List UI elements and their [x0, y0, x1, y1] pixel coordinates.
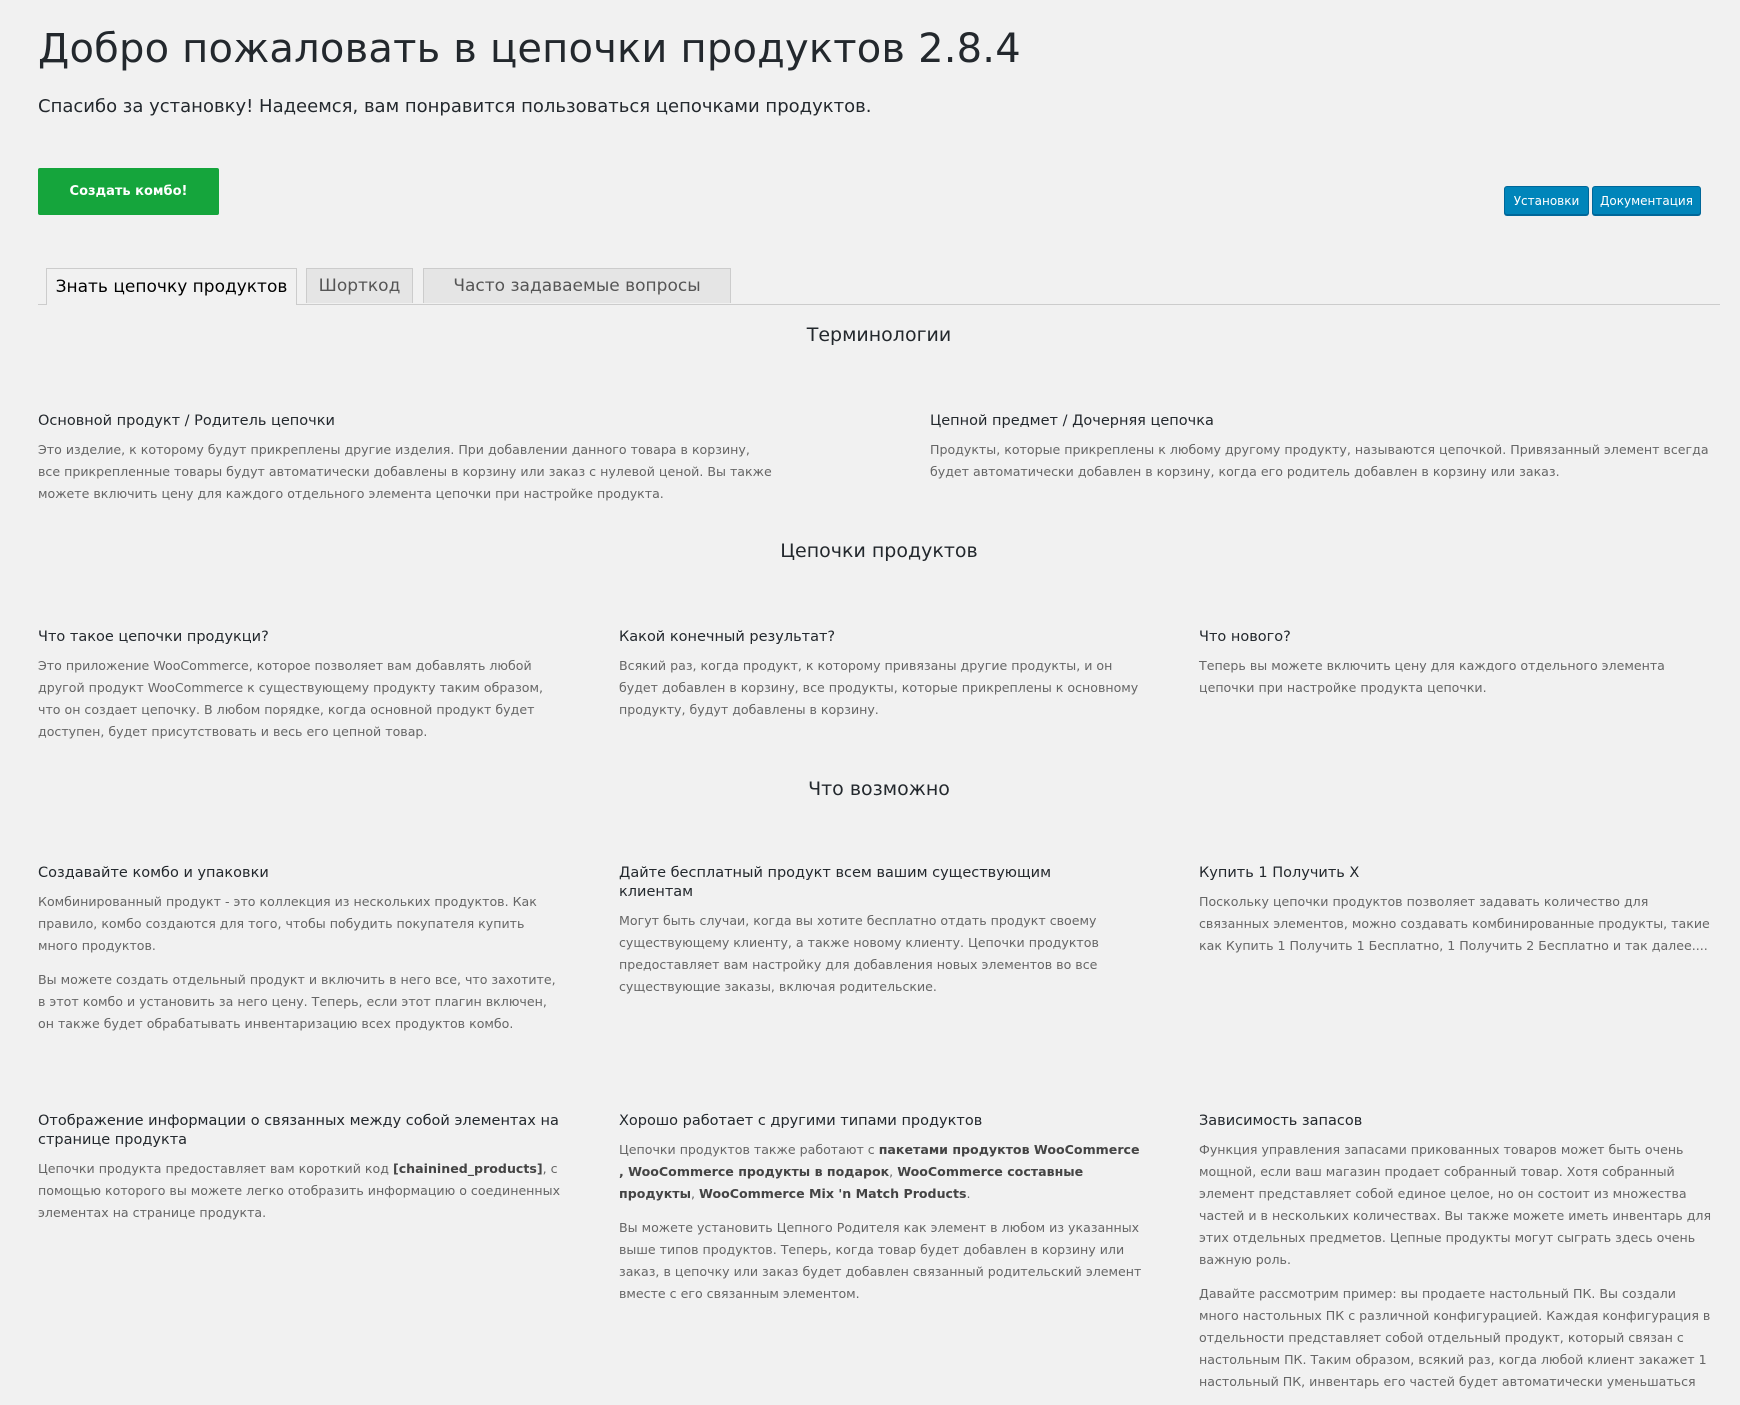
possible-other-types: [619, 1112, 1144, 1317]
possible-free-product: [619, 864, 1129, 1010]
possible-stock-heading: Зависимость запасов: [1199, 1113, 1363, 1129]
possible-buy-get-heading: Купить 1 Получить X: [1199, 865, 1360, 881]
term-child-heading: Цепной предмет / Дочерняя цепочка: [930, 413, 1214, 429]
section-title-chains: Цепочки продуктов: [780, 540, 978, 562]
chains-what-heading: Что такое цепочки продукци?: [38, 629, 269, 645]
chains-what-text: Это приложение WooCommerce, которое позволяет вам добавлять любой другой продукт WooCommerce к существующему продукту таким образом, что он создает цепочку. В любом порядке, когда основной продукт будет доступен, будет присутствовать и весь его цепной товар.: [38, 658, 544, 739]
term-parent-text: Это изделие, к которому будут прикреплены другие изделия. При добавлении данного товара в корзину, все прикрепленные товары будут автоматически добавлены в корзину или заказ с нулевой ценой. Вы также можете включить цену для каждого отдельного элемента цепочки при настройке продукта.: [38, 442, 772, 501]
page-title: Добро пожаловать в цепочки продуктов 2.8.4: [38, 26, 1021, 72]
possible-other-types-text-2: Вы можете установить Цепного Родителя как элемент в любом из указанных выше типов продуктов. Теперь, когда товар будет добавлен в корзину или заказ, в цепочку или заказ будет добавлен связанный родительский элемент вместе с его связанным элементом.: [619, 1220, 1142, 1301]
possible-display-text: Цепочки продукта предоставляет вам короткий код [chainined_products], с помощью которого вы можете легко отобразить информацию о соединенных элементах на странице продукта.: [38, 1161, 561, 1220]
tab-faq[interactable]: Часто задаваемые вопросы: [423, 268, 731, 303]
section-title-possible: Что возможно: [808, 778, 950, 800]
about-text: Спасибо за установку! Надеемся, вам понравится пользоваться цепочками продуктов.: [38, 96, 872, 117]
section-title-terminology: Терминологии: [806, 324, 952, 346]
possible-combos-text-1: Комбинированный продукт - это коллекция из нескольких продуктов. Как правило, комбо создаются для того, чтобы побудить покупателя купить много продуктов.: [38, 894, 537, 953]
nav-tabs: [38, 268, 1720, 305]
settings-button[interactable]: Установки: [1504, 186, 1589, 215]
possible-buy-get-text: Поскольку цепочки продуктов позволяет задавать количество для связанных элементов, можно создавать комбинированные продукты, такие как Купить 1 Получить 1 Бесплатно, 1 Получить 2 Бесплатно и так далее....: [1199, 894, 1710, 953]
term-child: [930, 412, 1720, 495]
possible-buy-get: [1199, 864, 1719, 969]
possible-combos-heading: Создавайте комбо и упаковки: [38, 865, 269, 881]
possible-stock-text-2: Давайте рассмотрим пример: вы продаете настольный ПК. Вы создали много настольных ПК с различной конфигурацией. Каждая конфигурация в отдельности представляет собой отдельный продукт, который связан с настольным ПК. Таким образом, всякий раз, когда любой клиент закажет 1 настольный ПК, инвентарь его частей будет автоматически уменьшаться: [1199, 1286, 1711, 1389]
chains-new: [1199, 628, 1719, 711]
possible-display-heading: Отображение информации о связанных между собой элементах на странице продукта: [38, 1113, 559, 1148]
chains-new-heading: Что нового?: [1199, 629, 1291, 645]
chains-result-text: Всякий раз, когда продукт, к которому привязаны другие продукты, и он будет добавлен в корзину, все продукты, которые прикреплены к основному продукту, будут добавлены в корзину.: [619, 658, 1139, 717]
possible-other-types-text-1: Цепочки продуктов также работают с пакетами продуктов WooCommerce , WooCommerce продукты в подарок, WooCommerce составные продукты, WooCommerce Mix 'n Match Products.: [619, 1142, 1140, 1201]
create-combo-button[interactable]: Создать комбо!: [38, 168, 219, 215]
chains-what: [38, 628, 563, 755]
term-child-text: Продукты, которые прикреплены к любому другому продукту, называются цепочкой. Привязанный элемент всегда будет автоматически добавлен в корзину, когда его родитель добавлен в корзину или заказ.: [930, 442, 1709, 479]
possible-display-info: [38, 1112, 563, 1236]
possible-combos-text-2: Вы можете создать отдельный продукт и включить в него все, что захотите, в этот комбо и установить за него цену. Теперь, если этот плагин включен, он также будет обрабатывать инвентаризацию всех продуктов комбо.: [38, 972, 556, 1031]
tab-shortcode[interactable]: Шорткод: [306, 268, 413, 303]
possible-free-heading: Дайте бесплатный продукт всем вашим существующим клиентам: [619, 865, 1052, 900]
documentation-button[interactable]: Документация: [1592, 186, 1701, 215]
possible-stock-text-1: Функция управления запасами прикованных товаров может быть очень мощной, если ваш магазин продает собранный товар. Хотя собранный элемент представляет собой единое целое, но он состоит из множества частей и в нескольких количествах. Вы также можете иметь инвентарь для этих отдельных предметов. Цепные продукты могут сыграть здесь очень важную роль.: [1199, 1142, 1712, 1267]
chains-new-text: Теперь вы можете включить цену для каждого отдельного элемента цепочки при настройке продукта цепочки.: [1199, 658, 1665, 695]
possible-free-text: Могут быть случаи, когда вы хотите бесплатно отдать продукт своему существующему клиенту, а также новому клиенту. Цепочки продуктов предоставляет вам настройку для добавления новых элементов во все существующие заказы, включая родительские.: [619, 913, 1099, 994]
shortcode-text: [chainined_products]: [392, 1161, 543, 1176]
possible-combos: [38, 864, 563, 1047]
tab-know-chains[interactable]: Знать цепочку продуктов: [46, 268, 297, 305]
possible-stock: [1199, 1112, 1719, 1405]
term-parent: [38, 412, 773, 517]
possible-other-types-heading: Хорошо работает с другими типами продуктов: [619, 1113, 983, 1129]
chains-result-heading: Какой конечный результат?: [619, 629, 836, 645]
term-parent-heading: Основной продукт / Родитель цепочки: [38, 413, 335, 429]
chains-result: [619, 628, 1144, 733]
